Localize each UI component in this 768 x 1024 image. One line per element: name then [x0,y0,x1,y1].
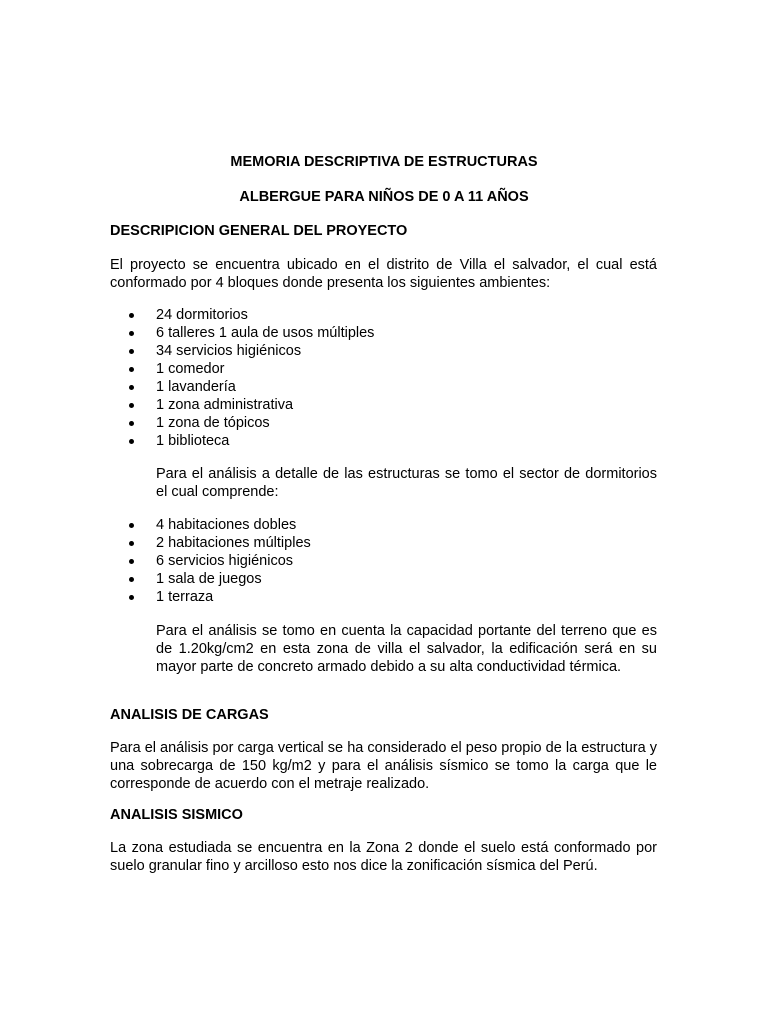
list-item: 4 habitaciones dobles [110,516,311,534]
paragraph-dormitorios: Para el análisis a detalle de las estructuras se tomo el sector de dormitorios el cual comprende: [156,466,657,500]
list-item: 1 comedor [110,360,374,378]
bullet-icon [129,439,134,444]
list-item: 2 habitaciones múltiples [110,534,311,552]
paragraph-intro: El proyecto se encuentra ubicado en el distrito de Villa el salvador, el cual está conformado por 4 bloques donde presenta los siguientes ambientes: [110,257,657,291]
list-item: 1 zona administrativa [110,396,374,414]
section-heading-sismico: ANALISIS SISMICO [110,807,243,823]
list-item: 1 biblioteca [110,432,374,450]
bullet-icon [129,577,134,582]
bullet-icon [129,403,134,408]
document-subtitle: ALBERGUE PARA NIÑOS DE 0 A 11 AÑOS [239,189,529,205]
section-heading-general: DESCRIPICION GENERAL DEL PROYECTO [110,223,408,239]
paragraph-sismico: La zona estudiada se encuentra en la Zona 2 donde el suelo está conformado por suelo granular fino y arcilloso esto nos dice la zonificación sísmica del Perú. [110,840,657,874]
list-item: 6 servicios higiénicos [110,552,311,570]
bullet-icon [129,313,134,318]
bullet-icon [129,559,134,564]
list-item: 1 zona de tópicos [110,414,374,432]
list-item: 24 dormitorios [110,306,374,324]
bullet-icon [129,385,134,390]
bullet-icon [129,331,134,336]
dormitorios-list [110,516,311,606]
list-item: 6 talleres 1 aula de usos múltiples [110,324,374,342]
list-item: 1 lavandería [110,378,374,396]
paragraph-cargas: Para el análisis por carga vertical se ha considerado el peso propio de la estructura y una sobrecarga de 150 kg/m2 y para el análisis sísmico se tomo la carga que le corresponde de acuerdo con el metraje realizado. [110,740,657,792]
bullet-icon [129,541,134,546]
list-item: 1 terraza [110,588,311,606]
bullet-icon [129,523,134,528]
list-item: 1 sala de juegos [110,570,311,588]
bullet-icon [129,349,134,354]
bullet-icon [129,421,134,426]
bullet-icon [129,595,134,600]
ambientes-list [110,306,374,450]
list-item: 34 servicios higiénicos [110,342,374,360]
document-title: MEMORIA DESCRIPTIVA DE ESTRUCTURAS [230,154,538,170]
paragraph-capacidad-portante: Para el análisis se tomo en cuenta la capacidad portante del terreno que es de 1.20kg/cm2 en esta zona de villa el salvador, la edificación será en su mayor parte de concreto armado debido a su alta conductividad térmica. [156,623,657,675]
bullet-icon [129,367,134,372]
section-heading-cargas: ANALISIS DE CARGAS [110,707,269,723]
